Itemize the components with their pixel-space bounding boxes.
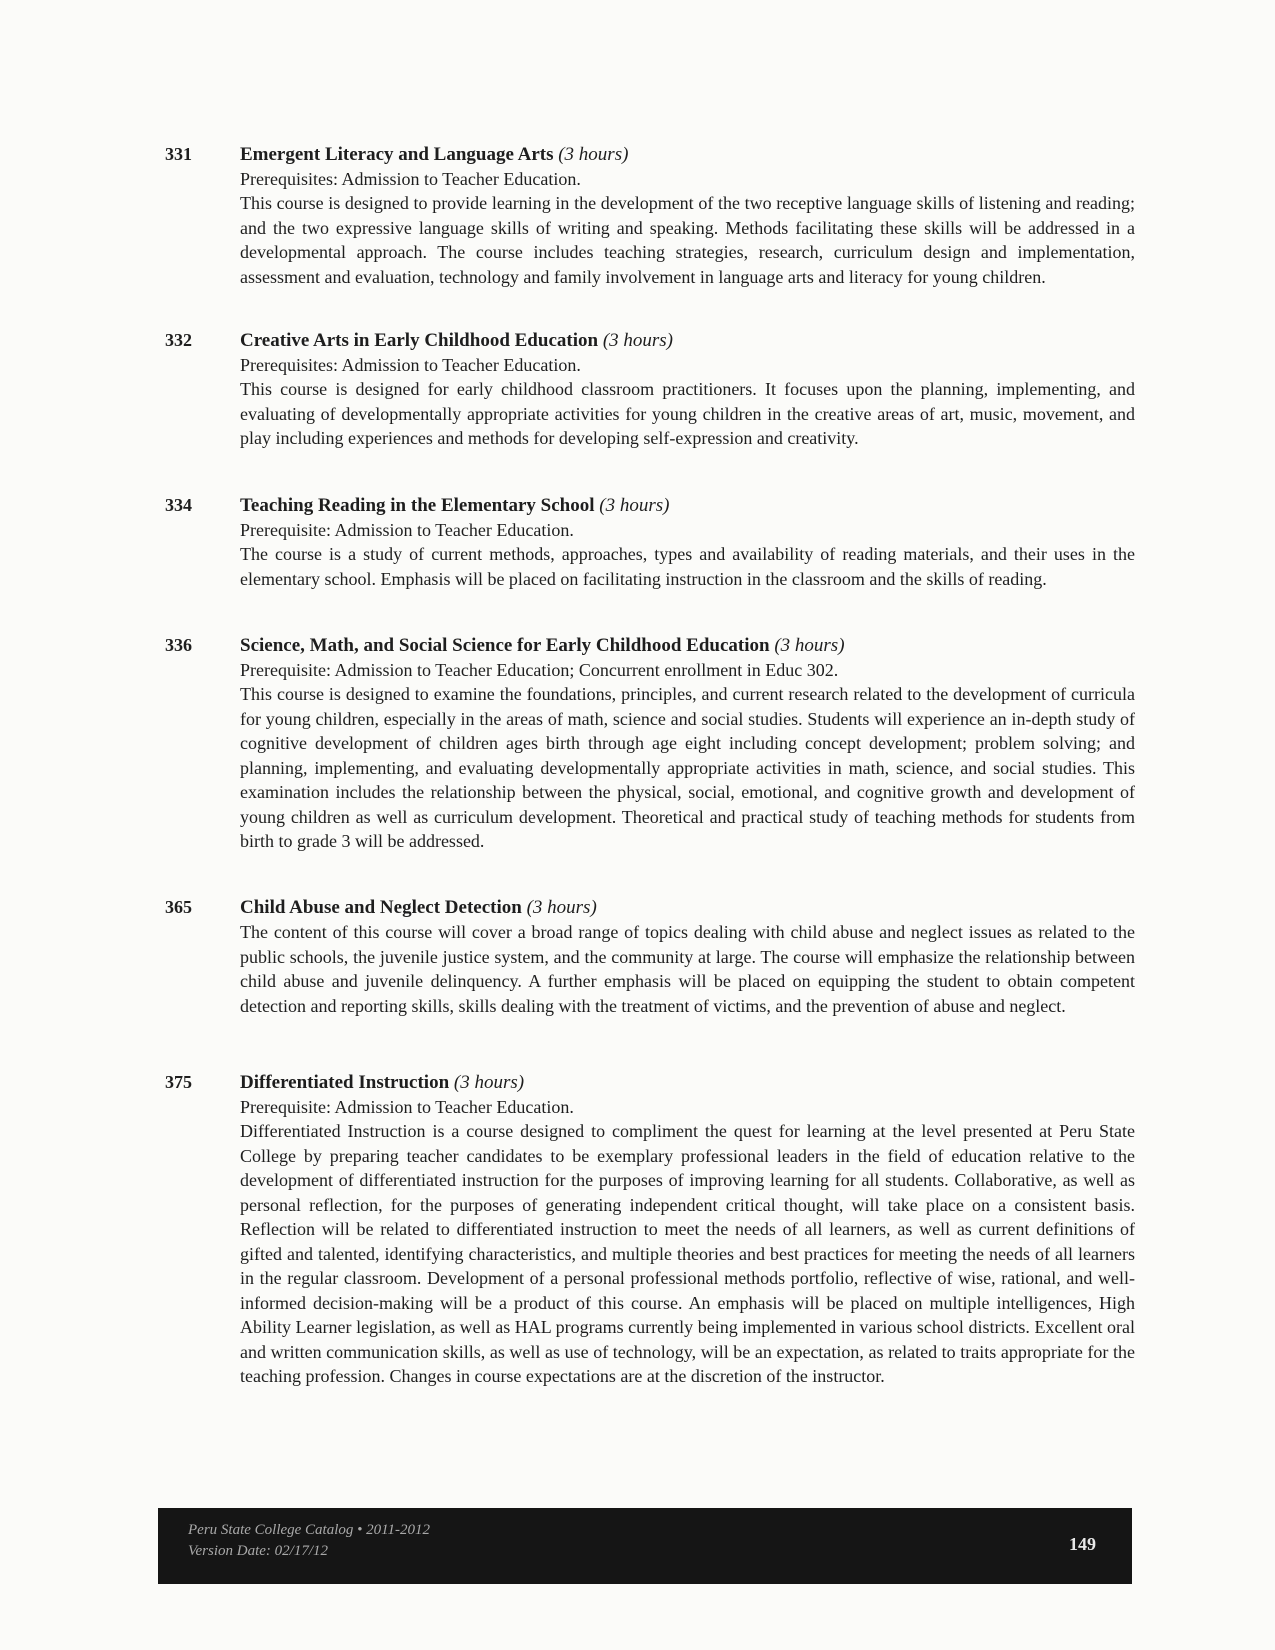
- course-title: [240, 493, 1135, 518]
- course-description: The course is a study of current methods, approaches, types and availability of reading materials, and their uses in the elementary school. Emphasis will be placed on facilitating instruction in the classroom and the skills of reading.: [240, 544, 1135, 589]
- course-body: [240, 328, 1135, 451]
- course-description: The content of this course will cover a broad range of topics dealing with child abuse and neglect issues as related to the public schools, the juvenile justice system, and the community at large. The course will emphasize the relationship between child abuse and juvenile delinquency. A further emphasis will be placed on equipping the student to obtain competent detection and reporting skills, skills dealing with the treatment of victims, and the prevention of abuse and neglect.: [240, 922, 1135, 1016]
- course-title: [240, 895, 1135, 920]
- course-prerequisite: Prerequisites: Admission to Teacher Education.: [240, 169, 581, 189]
- course-title-name: Emergent Literacy and Language Arts: [240, 144, 554, 165]
- footer-catalog-title: Peru State College Catalog • 2011-2012: [188, 1522, 431, 1538]
- course-title-name: Teaching Reading in the Elementary School: [240, 495, 595, 516]
- course-title: [240, 142, 1135, 167]
- course-number: 336: [165, 635, 192, 655]
- course-hours: (3 hours): [526, 897, 597, 918]
- course-body: [240, 1070, 1135, 1389]
- course-number: 332: [165, 330, 192, 350]
- course-body: [240, 895, 1135, 1018]
- course-prerequisite: Prerequisites: Admission to Teacher Education.: [240, 355, 581, 375]
- course-hours: (3 hours): [774, 635, 845, 656]
- course-description: This course is designed to examine the foundations, principles, and current research related to the development of curricula for young children, especially in the areas of math, science and social studies. Students will experience an in-depth study of cognitive development of children ages birth through age eight including concept development; problem solving; and planning, implementing, and evaluating developmentally appropriate activities in math, science, and social studies. This examination includes the relationship between the physical, social, emotional, and cognitive growth and development of young children as well as curriculum development. Theoretical and practical study of teaching methods for students from birth to grade 3 will be addressed.: [240, 684, 1135, 851]
- course-body: [240, 142, 1135, 289]
- course-hours: (3 hours): [453, 1072, 525, 1093]
- course-prerequisite: Prerequisite: Admission to Teacher Education.: [240, 520, 574, 540]
- course-title: [240, 633, 1135, 658]
- course-description: This course is designed to provide learning in the development of the two receptive language skills of listening and reading; and the two expressive language skills of writing and speaking. Methods facilitating these skills will be addressed in a developmental approach. The course includes teaching strategies, research, curriculum design and implementation, assessment and evaluation, technology and family involvement in language arts and literacy for young children.: [240, 193, 1135, 287]
- course-number: 365: [165, 897, 192, 917]
- course-number: 334: [165, 495, 192, 515]
- course-prerequisite: Prerequisite: Admission to Teacher Education; Concurrent enrollment in Educ 302.: [240, 660, 839, 680]
- course-title-name: Child Abuse and Neglect Detection: [240, 897, 522, 918]
- course-description: Differentiated Instruction is a course designed to compliment the quest for learning at the level presented at Peru State College by preparing teacher candidates to be exemplary professional leaders in the field of education relative to the development of differentiated instruction for the purposes of improving learning for all students. Collaborative, as well as personal reflection, for the purposes of generating independent critical thought, will take place on a consistent basis. Reflection will be related to differentiated instruction to meet the needs of all learners, as well as current definitions of gifted and talented, identifying characteristics, and multiple theories and best practices for meeting the needs of all learners in the regular classroom. Development of a personal professional methods portfolio, reflective of wise, rational, and well-informed decision-making will be a product of this course. An emphasis will be placed on multiple intelligences, High Ability Learner legislation, as well as HAL programs currently being implemented in various school districts. Excellent oral and written communication skills, as well as use of technology, will be an expectation, as related to traits appropriate for the teaching profession. Changes in course expectations are at the discretion of the instructor.: [240, 1121, 1135, 1386]
- page-footer: [158, 1508, 1132, 1584]
- course-number: 375: [165, 1072, 192, 1092]
- course-body: [240, 633, 1135, 854]
- course-hours: (3 hours): [602, 330, 674, 351]
- course-title-name: Differentiated Instruction: [240, 1072, 450, 1093]
- course-title-name: Science, Math, and Social Science for Early Childhood Education: [240, 635, 770, 656]
- course-title: [240, 328, 1135, 353]
- footer-version-date: Version Date: 02/17/12: [188, 1543, 328, 1559]
- course-title-name: Creative Arts in Early Childhood Education: [240, 330, 599, 351]
- page-number: 149: [1069, 1534, 1096, 1554]
- course-body: [240, 493, 1135, 591]
- course-description: This course is designed for early childhood classroom practitioners. It focuses upon the planning, implementing, and evaluating of developmentally appropriate activities for young children in the creative areas of art, music, movement, and play including experiences and methods for developing self-expression and creativity.: [240, 379, 1135, 448]
- course-number: 331: [165, 144, 192, 164]
- course-hours: (3 hours): [599, 495, 670, 516]
- course-hours: (3 hours): [558, 144, 629, 165]
- course-title: [240, 1070, 1135, 1095]
- course-prerequisite: Prerequisite: Admission to Teacher Education.: [240, 1097, 574, 1117]
